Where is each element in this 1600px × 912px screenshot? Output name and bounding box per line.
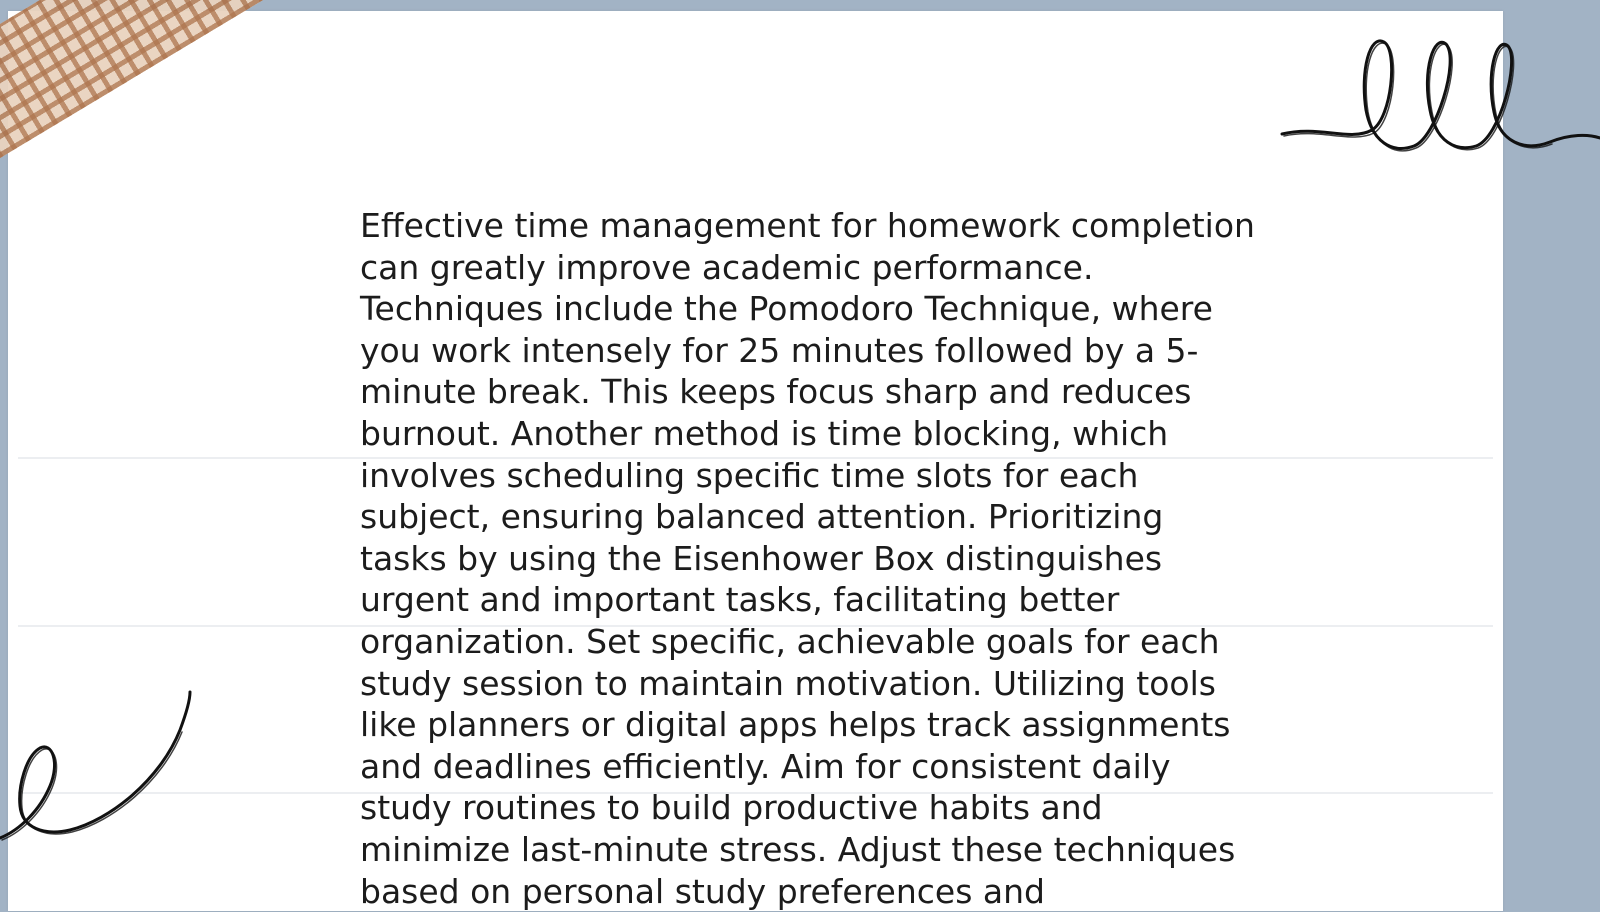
- swirl-scribble-icon: [0, 690, 200, 850]
- note-paragraph: Effective time management for homework completion can greatly improve academic performance. Techniques include the Pomodoro Technique, where you work intensely for 25 minutes followed by a 5-minute break. This keeps focus sharp and reduces burnout. Another method is time blocking, which involves scheduling specific time slots for each subject, ensuring balanced attention. Prioritizing tasks by using the Eisenhower Box distinguishes urgent and important tasks, facilitating better organization. Set specific, achievable goals for each study session to maintain motivation. Utilizing tools like planners or digital apps helps track assignments and deadlines efficiently. Aim for consistent daily study routines to build productive habits and minimize last-minute stress. Adjust these techniques based on personal study preferences and: [360, 206, 1255, 911]
- loop-scribble-icon: [1280, 30, 1600, 170]
